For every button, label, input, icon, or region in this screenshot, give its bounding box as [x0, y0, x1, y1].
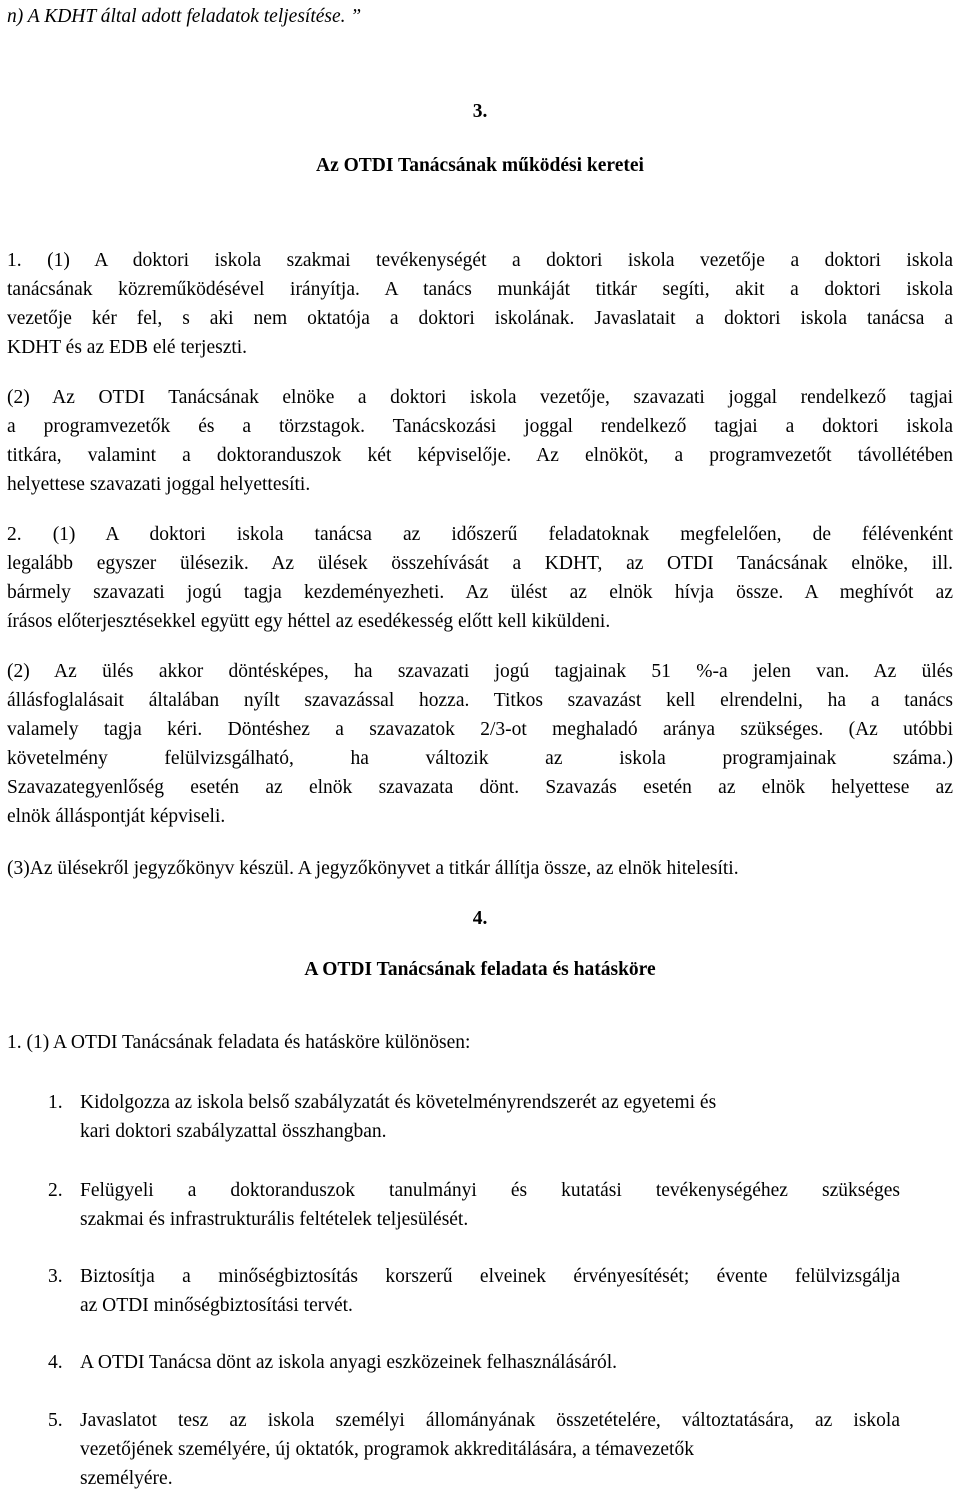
paragraph-line: (2) Az OTDI Tanácsának elnöke a doktori iskola vezetője, szavazati joggal rendelkező tagjai [7, 387, 953, 408]
list-item-line: Felügyeli a doktoranduszok tanulmányi és kutatási tevékenységéhez szükséges [80, 1180, 900, 1201]
paragraph-line: legalább egyszer ülésezik. Az ülések összehívását a KDHT, az OTDI Tanácsának elnöke, ill. [7, 553, 953, 574]
paragraph-line: 2. (1) A doktori iskola tanácsa az időszerű feladatoknak megfelelően, de félévenként [7, 524, 953, 545]
paragraph-line: (2) Az ülés akkor döntésképes, ha szavazati jogú tagjainak 51 %-a jelen van. Az ülés [7, 661, 953, 682]
paragraph-line: a programvezetők és a törzstagok. Tanácskozási joggal rendelkező tagjai a doktori iskola [7, 416, 953, 437]
section-title-3: Az OTDI Tanácsának működési keretei [316, 155, 644, 176]
list-item-number: 1. [48, 1092, 63, 1113]
paragraph-line: helyettese szavazati joggal helyettesíti. [7, 474, 311, 495]
list-item-number: 3. [48, 1266, 63, 1287]
paragraph-line: titkára, valamint a doktoranduszok két képviselője. Az elnököt, a programvezetőt távollétében [7, 445, 953, 466]
paragraph-line: írásos előterjesztésekkel együtt egy héttel az esedékesség előtt kell kiküldeni. [7, 611, 611, 632]
section-title-4: A OTDI Tanácsának feladata és hatásköre [304, 959, 656, 980]
paragraph-line: 1. (1) A doktori iskola szakmai tevékenységét a doktori iskola vezetője a doktori iskola [7, 250, 953, 271]
paragraph-line: követelmény felülvizsgálható, ha változik az iskola programjainak száma.) [7, 748, 953, 769]
paragraph-line: (3)Az ülésekről jegyzőkönyv készül. A jegyzőkönyvet a titkár állítja össze, az elnök hitelesíti. [7, 858, 739, 879]
list-item-number: 4. [48, 1352, 63, 1373]
section-number-3: 3. [472, 101, 488, 122]
list-item-line: személyére. [80, 1468, 173, 1489]
paragraph-line: KDHT és az EDB elé terjeszti. [7, 337, 248, 358]
paragraph-line: valamely tagja kéri. Döntéshez a szavazatok 2/3-ot meghaladó aránya szükséges. (Az utóbbi [7, 719, 953, 740]
list-item-number: 2. [48, 1180, 63, 1201]
paragraph-line: elnök álláspontját képviseli. [7, 806, 226, 827]
list-item-number: 5. [48, 1410, 63, 1431]
section-number-4: 4. [472, 908, 488, 929]
previous-section-fragment: n) A KDHT által adott feladatok teljesítése. ” [7, 6, 362, 27]
list-item-line: vezetőjének személyére, új oktatók, programok akkreditálására, a témavezetők [80, 1439, 694, 1460]
list-item-line: Javaslatot tesz az iskola személyi állományának összetételére, változtatására, az iskola [80, 1410, 900, 1431]
list-item-line: A OTDI Tanácsa dönt az iskola anyagi eszközeinek felhasználásáról. [80, 1352, 618, 1373]
paragraph-line: állásfoglalásait általában nyílt szavazással hozza. Titkos szavazást kell elrendelni, ha a tanács [7, 690, 953, 711]
list-item-line: kari doktori szabályzattal összhangban. [80, 1121, 387, 1142]
paragraph-line: vezetője kér fel, s aki nem oktatója a doktori iskolának. Javaslatait a doktori iskola tanácsa a [7, 308, 953, 329]
paragraph-line: tanácsának közreműködésével irányítja. A tanács munkáját titkár segíti, akit a doktori iskola [7, 279, 953, 300]
paragraph-line: bármely szavazati jogú tagja kezdeményezheti. Az ülést az elnök hívja össze. A meghívót az [7, 582, 953, 603]
list-item-line: Kidolgozza az iskola belső szabályzatát és követelményrendszerét az egyetemi és [80, 1092, 717, 1113]
list-item-line: Biztosítja a minőségbiztosítás korszerű elveinek érvényesítését; évente felülvizsgálja [80, 1266, 900, 1287]
list-item-line: az OTDI minőségbiztosítási tervét. [80, 1295, 353, 1316]
paragraph-line: Szavazategyenlőség esetén az elnök szavazata dönt. Szavazás esetén az elnök helyettese az [7, 777, 953, 798]
list-item-line: szakmai és infrastrukturális feltételek teljesülését. [80, 1209, 469, 1230]
section-4-intro: 1. (1) A OTDI Tanácsának feladata és hatásköre különösen: [7, 1032, 471, 1053]
